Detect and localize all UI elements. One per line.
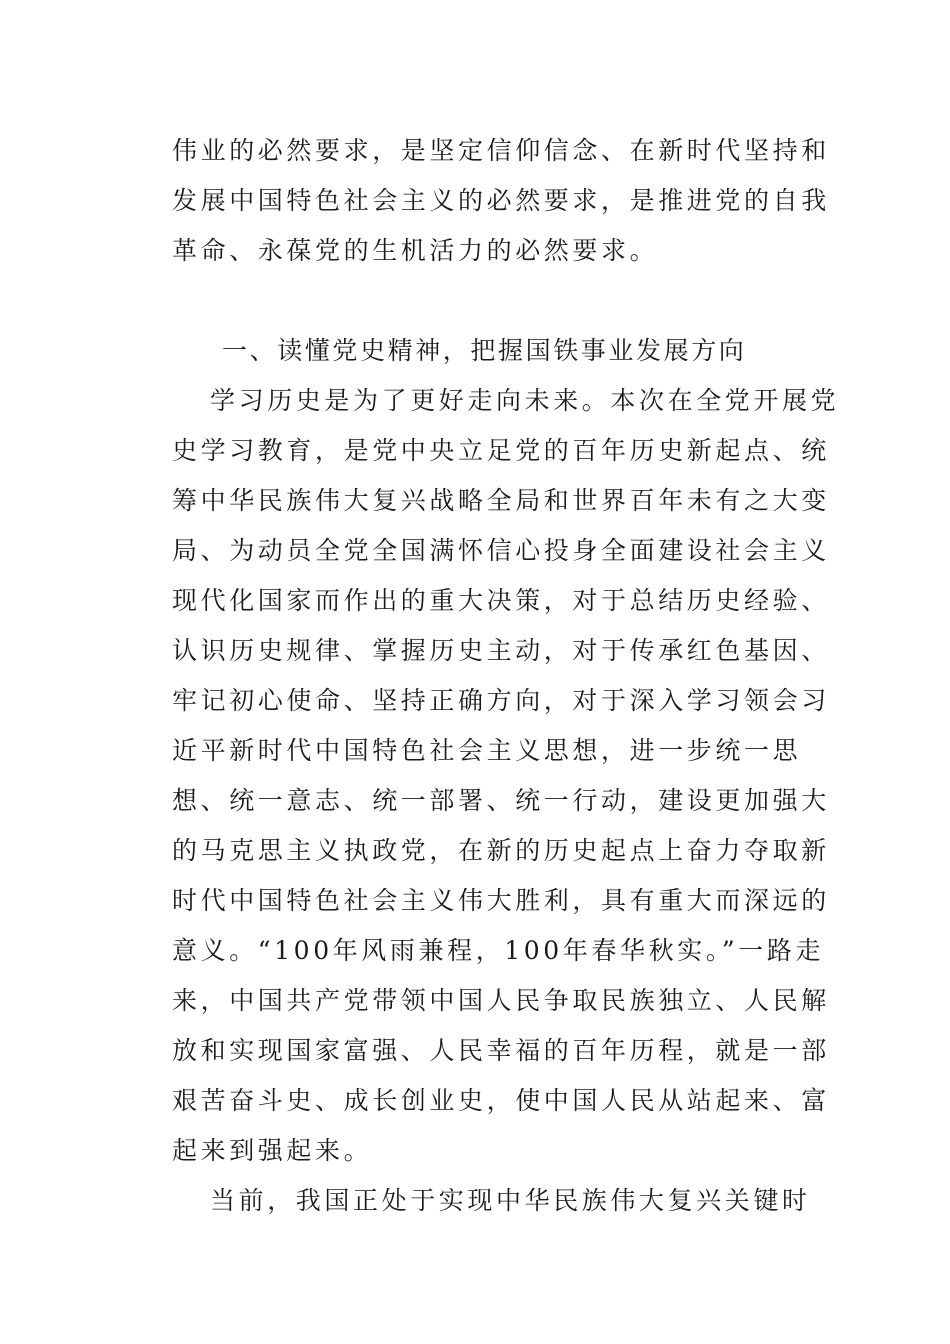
body-text-line: 局、为动员全党全国满怀信心投身全面建设社会主义 <box>172 536 830 565</box>
body-text-line: 牢记初心使命、坚持正确方向，对于深入学习领会习 <box>172 686 830 715</box>
body-text-line: 发展中国特色社会主义的必然要求，是推进党的自我 <box>172 186 830 215</box>
body-text-line: 学习历史是为了更好走向未来。本次在全党开展党 <box>210 386 840 415</box>
body-text-line: 起来到强起来。 <box>172 1136 373 1165</box>
section-heading: 一、读懂党史精神，把握国铁事业发展方向 <box>222 336 747 365</box>
body-text-line: 放和实现国家富强、人民幸福的百年历程，就是一部 <box>172 1036 830 1065</box>
body-text-line: 时代中国特色社会主义伟大胜利，具有重大而深远的 <box>172 886 830 915</box>
body-text-line: 筹中华民族伟大复兴战略全局和世界百年未有之大变 <box>172 486 830 515</box>
body-text-line: 想、统一意志、统一部署、统一行动，建设更加强大 <box>172 786 830 815</box>
body-text-line: 革命、永葆党的生机活力的必然要求。 <box>172 236 659 265</box>
body-text-line: 近平新时代中国特色社会主义思想，进一步统一思 <box>172 736 802 765</box>
body-text-line: 史学习教育，是党中央立足党的百年历史新起点、统 <box>172 436 830 465</box>
body-text-line: 当前，我国正处于实现中华民族伟大复兴关键时 <box>210 1186 811 1215</box>
body-text-line: 来，中国共产党带领中国人民争取民族独立、人民解 <box>172 986 830 1015</box>
body-text-line: 艰苦奋斗史、成长创业史，使中国人民从站起来、富 <box>172 1086 830 1115</box>
body-text-line: 现代化国家而作出的重大决策，对于总结历史经验、 <box>172 586 830 615</box>
body-text-line: 伟业的必然要求，是坚定信仰信念、在新时代坚持和 <box>172 136 830 165</box>
body-text-line: 意义。“100年风雨兼程，100年春华秋实。”一路走 <box>172 936 825 965</box>
body-text-line: 认识历史规律、掌握历史主动，对于传承红色基因、 <box>172 636 830 665</box>
body-text-line: 的马克思主义执政党，在新的历史起点上奋力夺取新 <box>172 836 830 865</box>
